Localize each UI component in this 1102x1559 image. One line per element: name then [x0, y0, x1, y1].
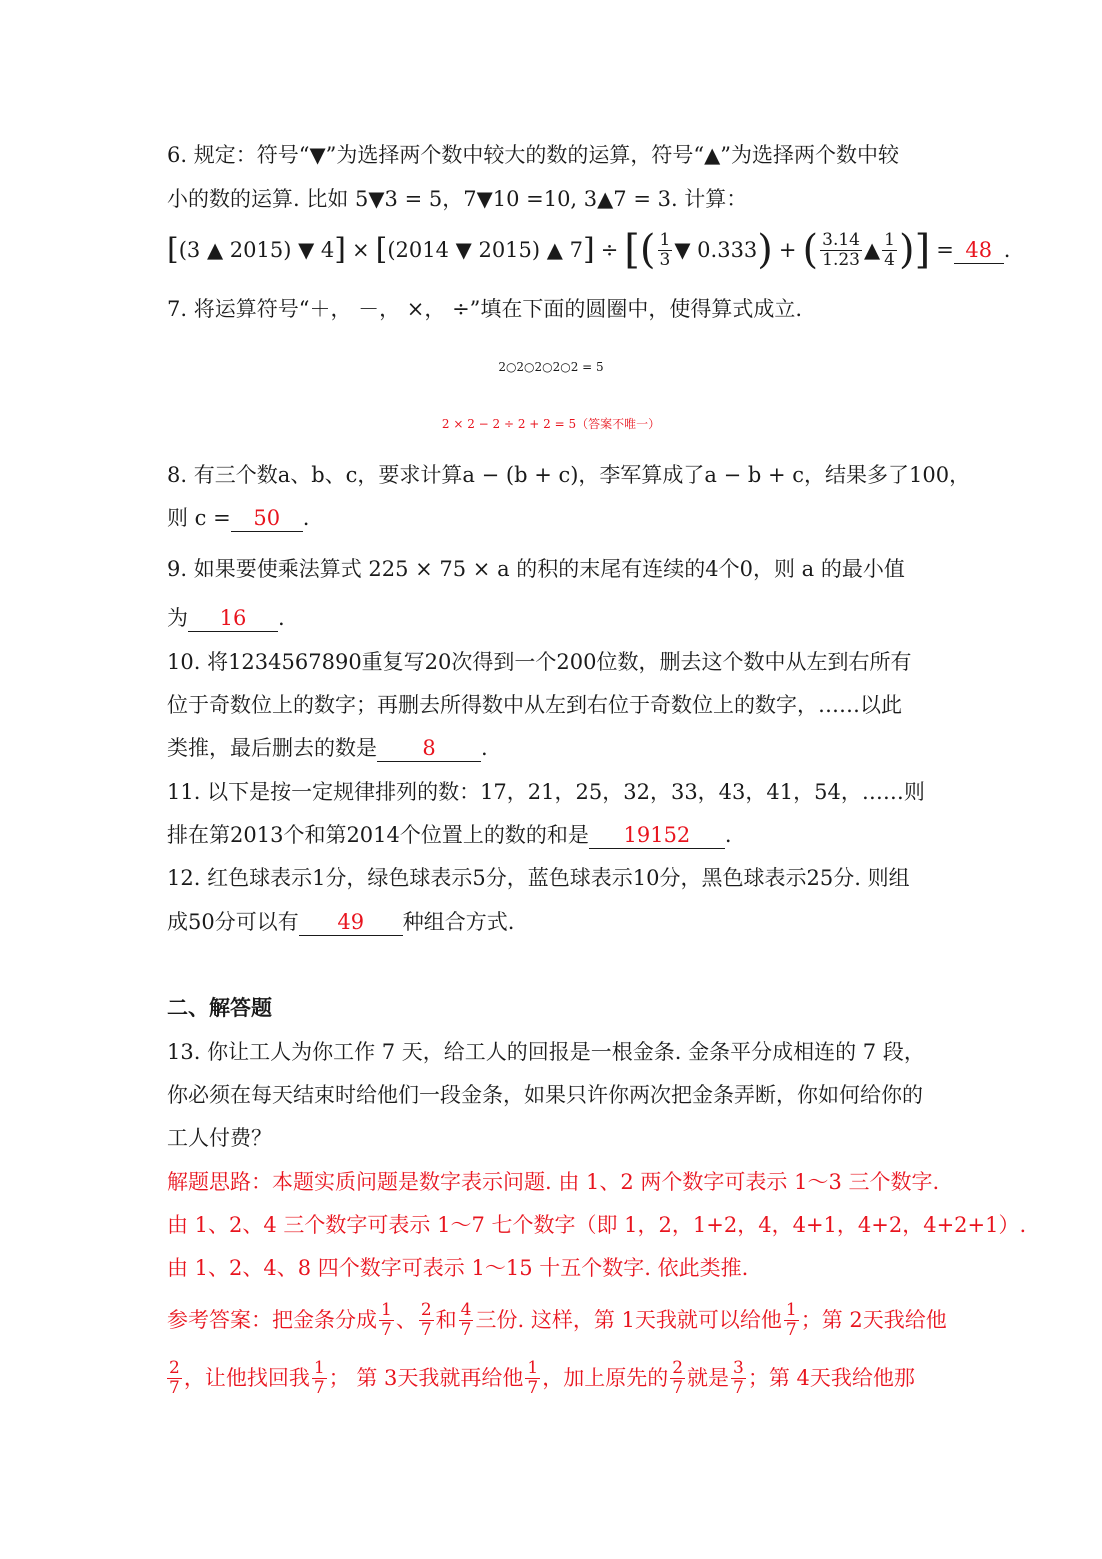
q6-expression: [167, 226, 1010, 274]
q13-line-2: 你必须在每天结束时给他们一段金条，如果只许你两次把金条弄断，你如何给你的: [167, 1083, 923, 1107]
q6-expr-c: ▼ 0.333: [674, 238, 758, 262]
paren-close: ): [898, 227, 915, 273]
q6-expr-d: ▲: [863, 238, 881, 262]
q8-line-1: 8. 有三个数a、b、c，要求计算a − (b + c)，李军算成了a − b + c，结果多了100，: [167, 463, 971, 487]
q12-line-2: [167, 907, 514, 937]
fraction: $\frac{1}{7}$: [527, 1357, 539, 1398]
separator: 、: [395, 1308, 417, 1332]
paren-open: (: [639, 227, 656, 273]
paren-open: (: [802, 227, 819, 273]
q7-equation: 2○2○2○2○2 = 5: [498, 360, 604, 374]
q8-line-2: 则 c = 50 .: [167, 506, 310, 530]
q6-line-1: 6. 规定：符号“▼”为选择两个数中较大的数的运算，符号“▲”为选择两个数中较: [167, 143, 899, 167]
period: .: [1003, 238, 1011, 262]
q10-line-3: 类推，最后删去的数是 8 .: [167, 736, 488, 760]
answer-blank: 8: [377, 735, 481, 762]
q12-suffix: 种组合方式.: [402, 910, 515, 934]
q11-line-1: 11. 以下是按一定规律排列的数：17，21，25，32，33，43，41，54，……则: [167, 780, 925, 804]
bracket-close: ]: [914, 227, 931, 273]
q13-think-3: 由 1、2、4、8 四个数字可表示 1～15 十五个数字. 依此类推.: [167, 1256, 749, 1280]
bracket-open: [: [375, 232, 388, 267]
answer-text: ，让他找回我: [183, 1366, 310, 1390]
q13-think-1: 解题思路：本题实质问题是数字表示问题. 由 1、2 两个数字可表示 1～3 三个数字.: [167, 1170, 940, 1194]
answer-text: ；第 4天我给他那: [747, 1366, 915, 1390]
answer-blank: 19152: [589, 822, 725, 849]
answer-blank: 49: [299, 909, 403, 936]
q13-answer-line-2: [167, 1355, 915, 1401]
bracket-open: [: [167, 232, 179, 267]
fraction: $\frac{2}{7}$: [420, 1299, 432, 1340]
q9-line-1: 9. 如果要使乘法算式 225 × 75 × a 的积的末尾有连续的4个0，则 a 的最小值: [167, 557, 905, 581]
answer-text: 就是: [687, 1366, 730, 1390]
q6-expr-a: (3 ▲ 2015) ▼ 4: [178, 238, 335, 262]
answer-text: ，加上原先的: [542, 1366, 669, 1390]
q10-line-1: 10. 将1234567890重复写20次得到一个200位数，删去这个数中从左到右所有: [167, 650, 912, 674]
fraction: $\frac{1}{7}$: [381, 1299, 392, 1340]
q13-line-1: 13. 你让工人为你工作 7 天，给工人的回报是一根金条. 金条平分成相连的 7 段，: [167, 1040, 925, 1064]
q7-line-1: 7. 将运算符号“＋， －， ×， ÷”填在下面的圆圈中，使得算式成立.: [167, 297, 803, 321]
bracket-close: ]: [582, 232, 595, 267]
q10-prefix: 类推，最后删去的数是: [167, 736, 377, 760]
q12-prefix: 成50分可以有: [167, 910, 299, 934]
answer-text: 参考答案：把金条分成: [167, 1308, 377, 1332]
answer-blank: 16: [188, 605, 278, 632]
fraction: $\frac{1}{7}$: [313, 1357, 325, 1398]
times-sign: ×: [352, 238, 370, 262]
divide-sign: ÷: [600, 238, 619, 262]
q12-line-1: 12. 红色球表示1分，绿色球表示5分，蓝色球表示10分，黑色球表示25分. 则组: [167, 866, 910, 890]
fraction: $\frac{1}{3}$: [659, 229, 671, 270]
bracket-open: [: [624, 227, 640, 273]
q11-prefix: 排在第2013个和第2014个位置上的数的和是: [167, 823, 589, 847]
equals-sign: =: [936, 238, 954, 262]
section-title: 二、解答题: [167, 995, 272, 1020]
q13-think-2: 由 1、2、4 三个数字可表示 1～7 七个数字（即 1，2，1+2，4，4+1，4+2，4+2+1）.: [167, 1213, 1027, 1237]
q11-line-2: 排在第2013个和第2014个位置上的数的和是 19152 .: [167, 823, 732, 847]
fraction: $\frac{2}{7}$: [672, 1357, 684, 1398]
paren-close: ): [757, 227, 773, 273]
fraction: $\frac{1}{7}$: [785, 1299, 797, 1340]
q9-prefix: 为: [167, 606, 188, 630]
q9-line-2: 为 16 .: [167, 606, 285, 630]
fraction: $\frac{3.14}{1.23}$: [822, 229, 860, 270]
q10-line-2: 位于奇数位上的数字；再删去所得数中从左到右位于奇数位上的数字，……以此: [167, 693, 902, 717]
fraction: $\frac{2}{7}$: [169, 1357, 180, 1398]
answer-text: ；第 2天我给他: [800, 1308, 947, 1332]
answer-blank: 48: [954, 237, 1004, 264]
q6-line-2: 小的数的运算. 比如 5▼3 = 5，7▼10 =10, 3▲7 = 3. 计算：: [167, 187, 748, 211]
answer-blank: 50: [231, 505, 303, 532]
fraction: $\frac{1}{4}$: [884, 229, 895, 270]
q8-prefix: 则 c =: [167, 506, 231, 530]
q13-line-3: 工人付费？: [167, 1126, 272, 1150]
fraction: $\frac{3}{7}$: [733, 1357, 744, 1398]
answer-text: ； 第 3天我就再给他: [328, 1366, 524, 1390]
answer-text: 三份. 这样，第 1天我就可以给他: [475, 1308, 782, 1332]
q13-answer-line-1: [167, 1297, 947, 1343]
q6-expr-b: (2014 ▼ 2015) ▲ 7: [387, 238, 583, 262]
plus-sign: +: [778, 238, 797, 262]
answer-text: 和: [435, 1308, 457, 1332]
bracket-close: ]: [334, 232, 346, 267]
q7-answer: 2 × 2 − 2 ÷ 2 + 2 = 5（答案不唯一）: [441, 417, 661, 431]
fraction: $\frac{4}{7}$: [460, 1299, 472, 1340]
